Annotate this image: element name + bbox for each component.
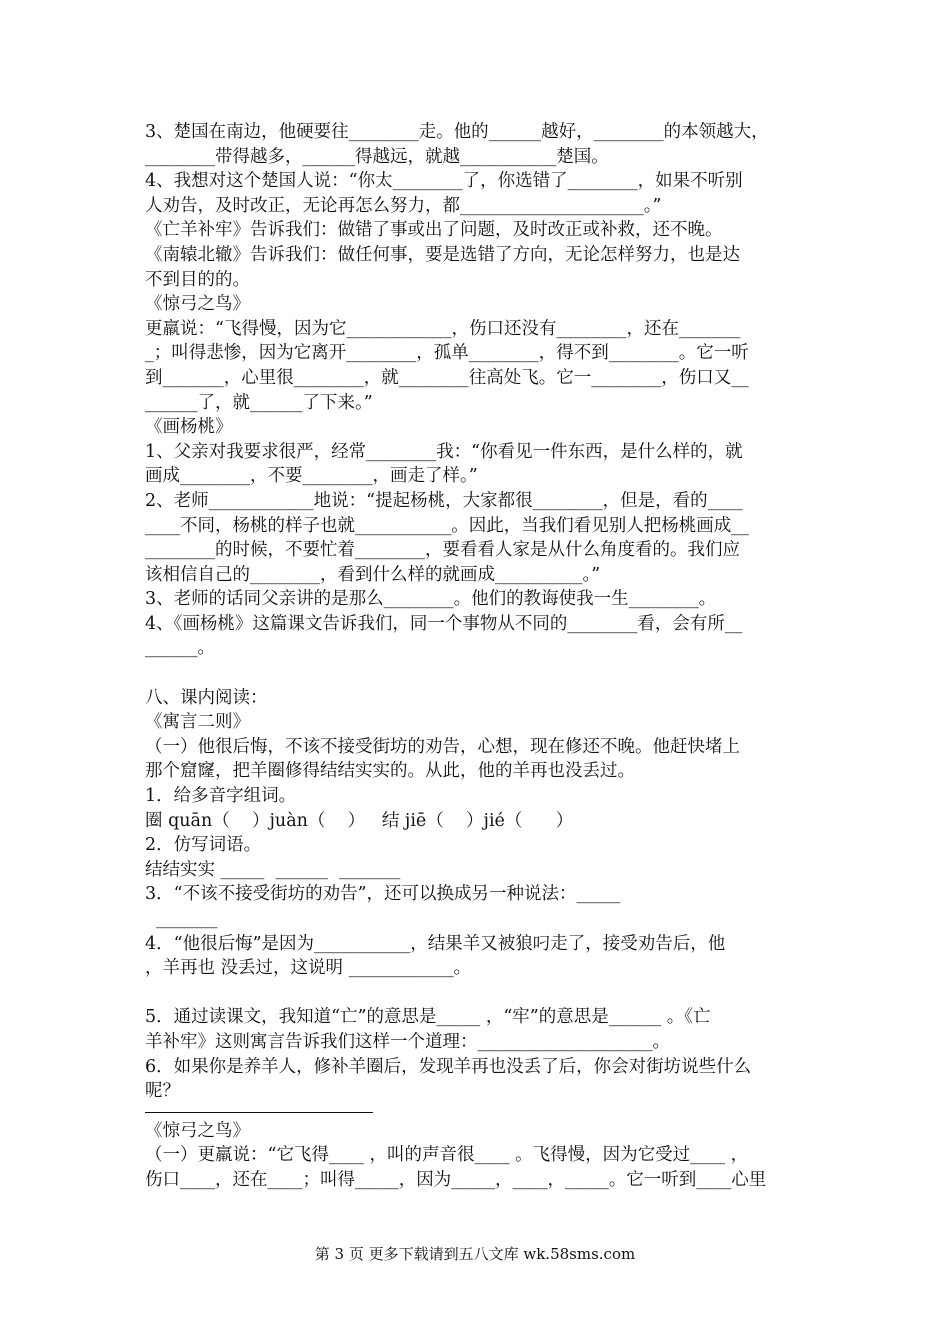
text-line: 《南辕北辙》告诉我们：做任何事，要是选错了方向，无论怎样努力，也是达 xyxy=(145,244,740,265)
text-line: 伤口____，还在____；叫得_____，因为_____，____，_____。它一听到____心里 xyxy=(145,1169,767,1190)
question-line: 2．仿写词语。 xyxy=(145,835,262,856)
text-line: 4、《画杨桃》这篇课文告诉我们，同一个事物从不同的________看，会有所__ xyxy=(145,613,743,634)
question-line: 6．如果你是养羊人，修补羊圈后，发现羊再也没丢了后，你会对街坊说些什么 xyxy=(145,1056,752,1077)
text-line: ________带得越多，______得越远，就越___________楚国。 xyxy=(145,146,609,167)
text-line: ______了，就______了下来。” xyxy=(145,392,373,413)
section-heading: 《寓言二则》 xyxy=(145,712,250,733)
question-line: 5．通过读课文，我知道“亡”的意思是_____ ，“牢”的意思是______ 。《亡 xyxy=(145,1007,711,1028)
question-line: 圈 quān（ ）juàn（ ） 结 jiē（ ）jié（ ） xyxy=(145,810,574,831)
blank-line xyxy=(145,661,810,686)
section-heading: 《画杨桃》 xyxy=(145,417,233,438)
document-body xyxy=(145,120,810,1193)
text-line: ______。 xyxy=(145,638,215,659)
text-line: _；叫得悲惨，因为它离开________，孤单________，得不到________。它一听 xyxy=(145,343,749,364)
text-line: （一）更羸说：“它飞得____ ，叫的声音很____ 。飞得慢，因为它受过____ ， xyxy=(145,1145,749,1166)
text-line: 该相信自己的________，看到什么样的就画成__________。” xyxy=(145,564,601,585)
question-line: 羊补牢》这则寓言告诉我们这样一个道理：____________________。 xyxy=(145,1031,670,1052)
text-line: 2、老师____________地说：“提起杨桃，大家都很________，但是，看的____ xyxy=(145,490,743,511)
answer-rule xyxy=(145,1112,373,1113)
text-line: 3、楚国在南边，他硬要往________走。他的______越好，________的本领越大， xyxy=(145,122,769,142)
text-line: （一）他很后悔，不该不接受街坊的劝告，心想，现在修还不晚。他赶快堵上 xyxy=(145,736,740,757)
text-line: 4、我想对这个楚国人说：“你太________了，你选错了________，如果不听别 xyxy=(145,171,743,192)
section-heading: 《惊弓之鸟》 xyxy=(145,294,250,315)
text-line: 到_______，心里很________，就________往高处飞。它一________，伤口又__ xyxy=(145,367,749,388)
question-line: 结结实实 _____ ______ _______ xyxy=(145,859,401,880)
text-line: 那个窟窿，把羊圈修得结结实实的。从此，他的羊再也没丢过。 xyxy=(145,761,635,782)
section-heading: 八、课内阅读： xyxy=(145,687,268,708)
text-line: 《亡羊补牢》告诉我们：做错了事或出了问题，及时改正或补救，还不晚。 xyxy=(145,220,723,241)
question-line: ，羊再也 没丢过，这说明 ____________。 xyxy=(145,958,472,979)
question-line: 4．“他很后悔”是因为___________，结果羊又被狼叼走了，接受劝告后，他 xyxy=(145,933,726,954)
page-footer: 第 3 页 更多下载请到五八文库 wk.58sms.com xyxy=(314,1245,636,1263)
text-line: 更羸说：“飞得慢，因为它____________，伤口还没有________，还在_______ xyxy=(145,318,741,339)
question-line: _______ xyxy=(145,909,218,929)
blank-line xyxy=(145,981,810,1006)
text-line: 1、父亲对我要求很严，经常________我：“你看见一件东西，是什么样的，就 xyxy=(145,441,743,462)
question-line: 呢？ xyxy=(145,1081,180,1102)
text-line: 人劝告，及时改正，无论再怎么努力，都_____________________。” xyxy=(145,195,662,216)
text-line: 3、老师的话同父亲讲的是那么________。他们的教诲使我一生________。 xyxy=(145,589,717,610)
text-line: ________的时候，不要忙着________，要看看人家是从什么角度看的。我们应 xyxy=(145,540,740,561)
question-line: 1．给多音字组词。 xyxy=(145,786,297,807)
text-line: ____不同，杨桃的样子也就___________。因此，当我们看见别人把杨桃画成__ xyxy=(145,515,749,536)
text-line: 不到目的的。 xyxy=(145,269,250,290)
section-heading: 《惊弓之鸟》 xyxy=(145,1120,250,1141)
question-line: 3．“不该不接受街坊的劝告”，还可以换成另一种说法：_____ xyxy=(145,884,621,905)
text-line: 画成________，不要________，画走了样。” xyxy=(145,466,478,487)
